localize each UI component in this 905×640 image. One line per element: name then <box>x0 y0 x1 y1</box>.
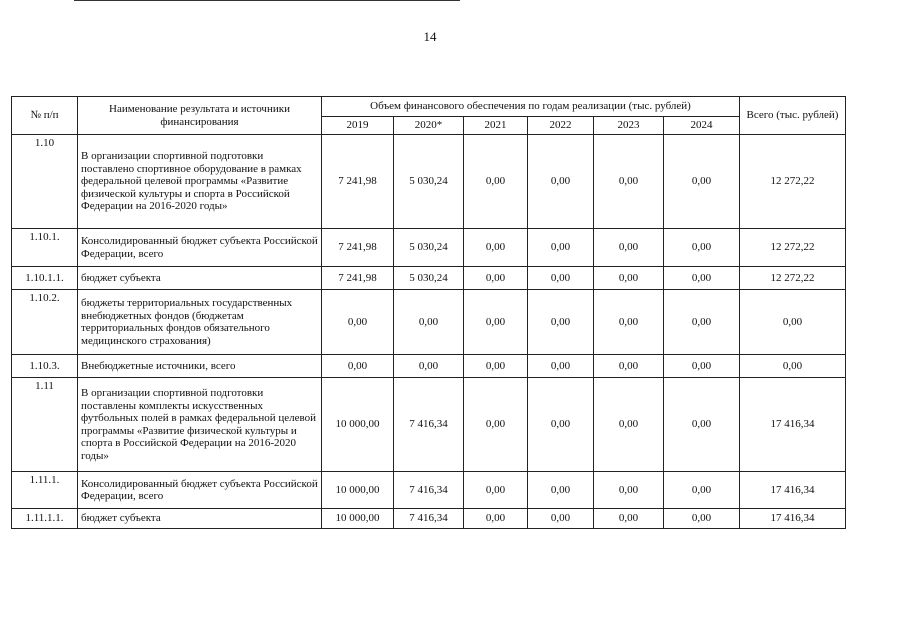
page-number: 14 <box>423 29 437 44</box>
value-cell: 0,00 <box>464 267 528 290</box>
row-name: В организации спортивной подготовки поставлено спортивное оборудование в рамках федеральной целевой программы «Развитие физической культуры и спорта в Российской Федерации на 2016-2020 годы» <box>78 135 322 229</box>
value-cell: 0,00 <box>464 229 528 267</box>
row-name: бюджеты территориальных государственных внебюджетных фондов (бюджетам территориальных фондов обязательного медицинского страхования) <box>78 290 322 355</box>
total-cell: 17 416,34 <box>740 509 846 529</box>
value-cell: 0,00 <box>322 355 394 378</box>
value-cell: 0,00 <box>528 290 594 355</box>
value-cell: 0,00 <box>464 509 528 529</box>
value-cell: 7 416,34 <box>394 509 464 529</box>
total-cell: 0,00 <box>740 355 846 378</box>
value-cell: 5 030,24 <box>394 135 464 229</box>
value-cell: 0,00 <box>664 229 740 267</box>
row-number: 1.10.1.1. <box>12 267 78 290</box>
value-cell: 0,00 <box>528 135 594 229</box>
header-volume: Объем финансового обеспечения по годам реализации (тыс. рублей) <box>322 97 740 117</box>
value-cell: 0,00 <box>594 355 664 378</box>
header-year: 2019 <box>322 117 394 135</box>
value-cell: 0,00 <box>664 267 740 290</box>
financing-table <box>11 96 846 529</box>
value-cell: 0,00 <box>664 290 740 355</box>
table-row <box>12 355 846 378</box>
value-cell: 0,00 <box>464 378 528 472</box>
total-cell: 12 272,22 <box>740 135 846 229</box>
value-cell: 0,00 <box>464 472 528 509</box>
row-number: 1.10.2. <box>12 290 78 355</box>
value-cell: 0,00 <box>394 290 464 355</box>
value-cell: 0,00 <box>528 509 594 529</box>
header-year: 2022 <box>528 117 594 135</box>
value-cell: 7 416,34 <box>394 472 464 509</box>
header-year: 2023 <box>594 117 664 135</box>
total-cell: 12 272,22 <box>740 267 846 290</box>
table-row <box>12 135 846 229</box>
row-number: 1.10 <box>12 135 78 229</box>
value-cell: 0,00 <box>594 135 664 229</box>
table-row <box>12 290 846 355</box>
total-cell: 12 272,22 <box>740 229 846 267</box>
value-cell: 0,00 <box>594 378 664 472</box>
value-cell: 0,00 <box>594 267 664 290</box>
row-name: Внебюджетные источники, всего <box>78 355 322 378</box>
table-row <box>12 267 846 290</box>
value-cell: 0,00 <box>464 135 528 229</box>
value-cell: 0,00 <box>664 509 740 529</box>
header-year: 2021 <box>464 117 528 135</box>
row-name: бюджет субъекта <box>78 267 322 290</box>
value-cell: 5 030,24 <box>394 267 464 290</box>
value-cell: 0,00 <box>528 229 594 267</box>
table-row <box>12 378 846 472</box>
row-number: 1.11.1.1. <box>12 509 78 529</box>
row-number: 1.10.1. <box>12 229 78 267</box>
row-name: В организации спортивной подготовки поставлены комплекты искусственных футбольных полей в рамках федеральной целевой программы «Развитие физической культуры и спорта в Российской Федерации на 2016-2020 годы» <box>78 378 322 472</box>
header-year: 2020* <box>394 117 464 135</box>
table-row <box>12 229 846 267</box>
table-row <box>12 509 846 529</box>
value-cell: 0,00 <box>594 472 664 509</box>
value-cell: 0,00 <box>528 378 594 472</box>
value-cell: 0,00 <box>394 355 464 378</box>
value-cell: 0,00 <box>664 472 740 509</box>
header-total: Всего (тыс. рублей) <box>740 97 846 135</box>
value-cell: 0,00 <box>464 355 528 378</box>
row-number: 1.11.1. <box>12 472 78 509</box>
value-cell: 0,00 <box>664 135 740 229</box>
top-rule <box>74 0 460 1</box>
value-cell: 7 416,34 <box>394 378 464 472</box>
total-cell: 17 416,34 <box>740 472 846 509</box>
row-number: 1.11 <box>12 378 78 472</box>
value-cell: 0,00 <box>528 267 594 290</box>
total-cell: 17 416,34 <box>740 378 846 472</box>
value-cell: 10 000,00 <box>322 472 394 509</box>
value-cell: 0,00 <box>664 355 740 378</box>
row-name: Консолидированный бюджет субъекта Российской Федерации, всего <box>78 229 322 267</box>
value-cell: 0,00 <box>594 509 664 529</box>
value-cell: 10 000,00 <box>322 509 394 529</box>
row-name: Консолидированный бюджет субъекта Российской Федерации, всего <box>78 472 322 509</box>
value-cell: 7 241,98 <box>322 229 394 267</box>
row-number: 1.10.3. <box>12 355 78 378</box>
value-cell: 10 000,00 <box>322 378 394 472</box>
value-cell: 0,00 <box>322 290 394 355</box>
value-cell: 0,00 <box>528 472 594 509</box>
row-name: бюджет субъекта <box>78 509 322 529</box>
value-cell: 0,00 <box>464 290 528 355</box>
value-cell: 5 030,24 <box>394 229 464 267</box>
table-row <box>12 472 846 509</box>
value-cell: 0,00 <box>594 290 664 355</box>
value-cell: 0,00 <box>594 229 664 267</box>
total-cell: 0,00 <box>740 290 846 355</box>
value-cell: 0,00 <box>664 378 740 472</box>
value-cell: 0,00 <box>528 355 594 378</box>
header-name: Наименование результата и источники финансирования <box>78 97 322 135</box>
value-cell: 7 241,98 <box>322 267 394 290</box>
value-cell: 7 241,98 <box>322 135 394 229</box>
header-year: 2024 <box>664 117 740 135</box>
header-no: № п/п <box>12 97 78 135</box>
